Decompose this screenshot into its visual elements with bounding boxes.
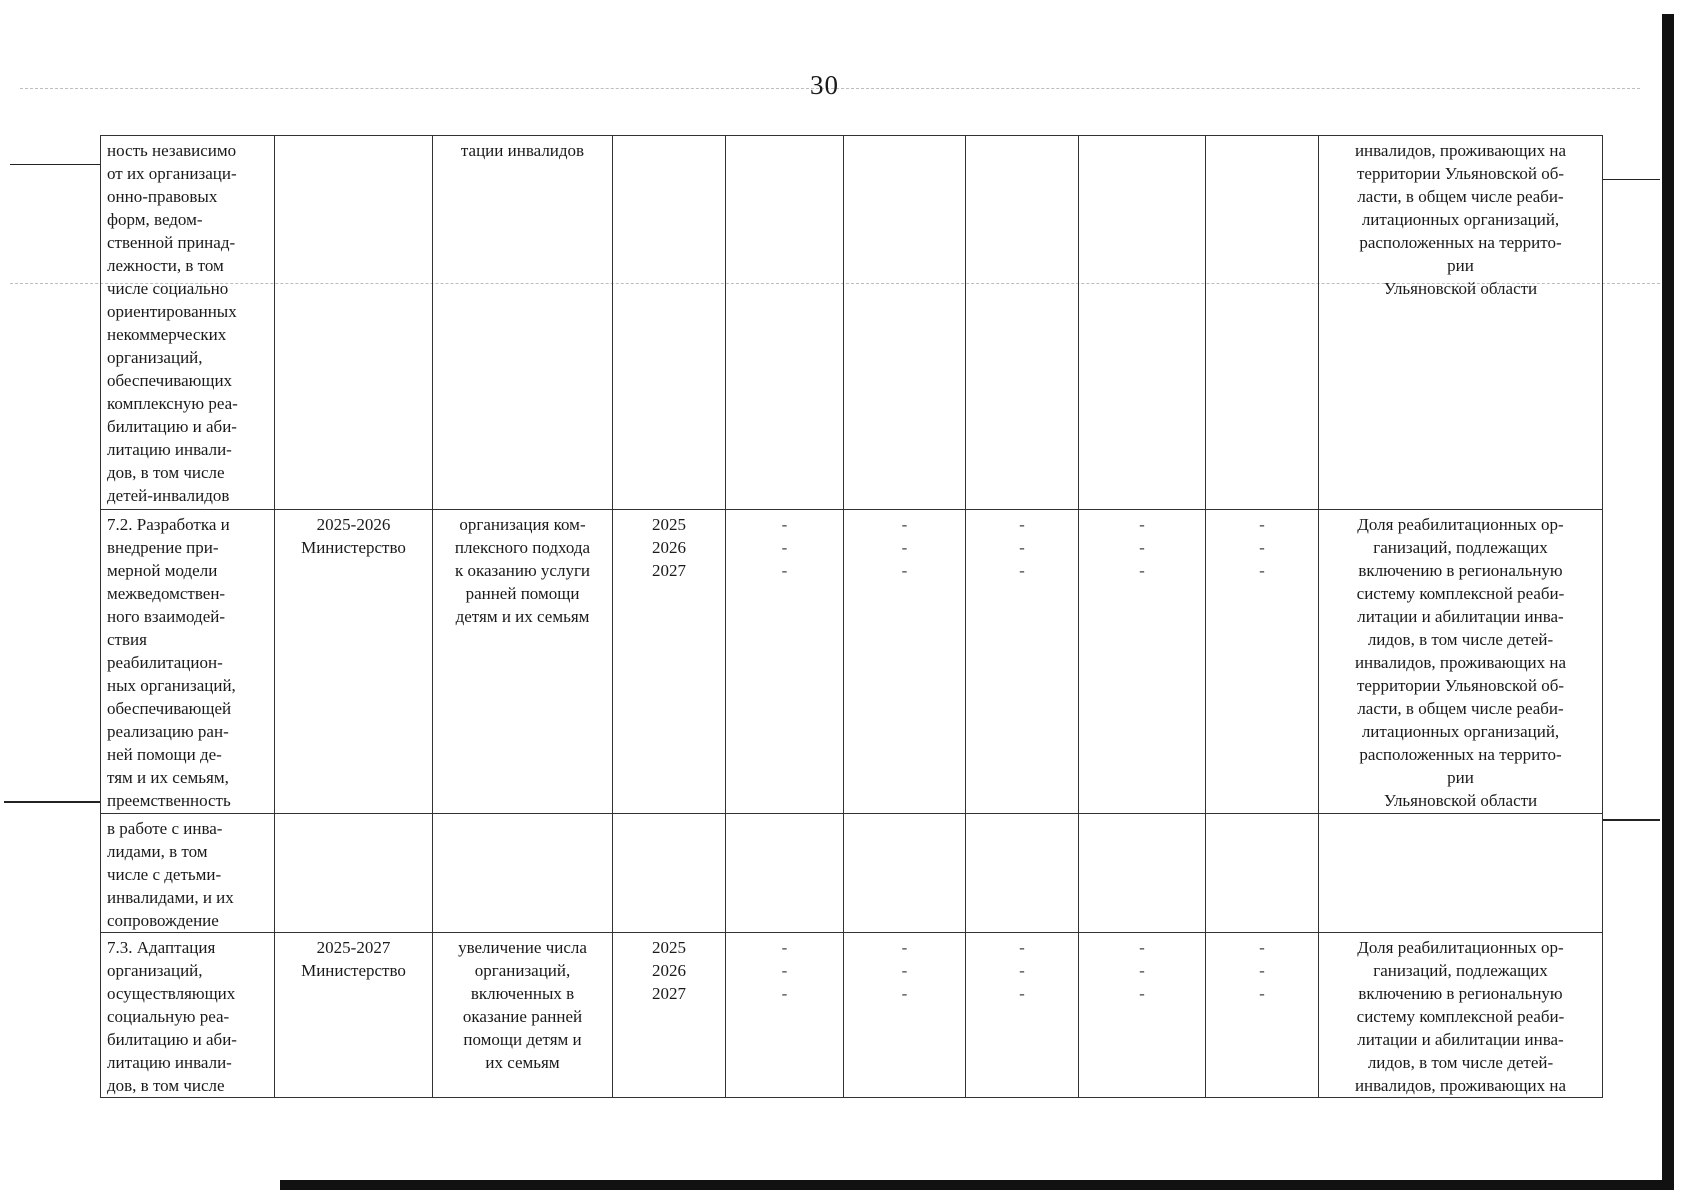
value-cell: - - -	[1079, 510, 1206, 814]
scan-artifact-line	[4, 801, 100, 803]
value-cell: - - -	[726, 510, 844, 814]
measure-cell: 7.3. Адаптация организаций, осуществляющих социальную реа- билитацию и аби- литацию инвали- дов, в том числе	[101, 933, 275, 1098]
scan-edge-right	[1662, 14, 1674, 1190]
value-cell: - - -	[1206, 933, 1319, 1098]
years-cell	[613, 136, 726, 510]
result-cell: увеличение числа организаций, включенных в оказание ранней помощи детям и их семьям	[433, 933, 613, 1098]
scan-artifact-line	[1602, 819, 1660, 821]
period-cell	[275, 136, 433, 510]
value-cell	[844, 814, 966, 933]
table-row	[101, 814, 1603, 933]
table-row	[101, 933, 1603, 1098]
years-cell	[613, 814, 726, 933]
value-cell	[1079, 814, 1206, 933]
value-cell	[726, 136, 844, 510]
result-cell: организация ком- плексного подхода к оказанию услуги ранней помощи детям и их семьям	[433, 510, 613, 814]
indicator-cell: инвалидов, проживающих на территории Ульяновской об- ласти, в общем числе реаби- литационных организаций, расположенных на террито- рии Ульяновской области	[1319, 136, 1603, 510]
page-number: 30	[810, 70, 839, 100]
value-cell	[844, 136, 966, 510]
years-cell: 2025 2026 2027	[613, 510, 726, 814]
value-cell	[1079, 136, 1206, 510]
result-cell: тации инвалидов	[433, 136, 613, 510]
value-cell: - - -	[966, 510, 1079, 814]
measure-cell: 7.2. Разработка и внедрение при- мерной модели межведомствен- ного взаимодей- ствия реабилитацион- ных организаций, обеспечивающей реализацию ран- ней помощи де- тям и их семьям, преемственность	[101, 510, 275, 814]
scan-artifact-line	[10, 164, 100, 165]
value-cell: - - -	[844, 933, 966, 1098]
value-cell: - - -	[1079, 933, 1206, 1098]
scan-edge-bottom	[280, 1180, 1674, 1190]
indicator-cell: Доля реабилитационных ор- ганизаций, подлежащих включению в региональную систему комплексной реаби- литации и абилитации инва- лидов, в том числе детей- инвалидов, проживающих на территории Ульяновской об- ласти, в общем числе реаби- литационных организаций, расположенных на террито- рии Ульяновской области	[1319, 510, 1603, 814]
value-cell: - - -	[726, 933, 844, 1098]
table-row	[101, 510, 1603, 814]
value-cell	[1206, 814, 1319, 933]
period-cell: 2025-2026 Министерство	[275, 510, 433, 814]
value-cell: - - -	[844, 510, 966, 814]
table-row	[101, 136, 1603, 510]
indicator-cell	[1319, 814, 1603, 933]
value-cell: - - -	[1206, 510, 1319, 814]
value-cell	[726, 814, 844, 933]
period-cell	[275, 814, 433, 933]
period-cell: 2025-2027 Министерство	[275, 933, 433, 1098]
value-cell: - - -	[966, 933, 1079, 1098]
value-cell	[966, 814, 1079, 933]
measure-cell: ность независимо от их организаци- онно-правовых форм, ведом- ственной принад- лежности, в том числе социально ориентированных некоммерческих организаций, обеспечивающих комплексную реа- билитацию и аби- литацию инвали- дов, в том числе детей-инвалидов	[101, 136, 275, 510]
value-cell	[966, 136, 1079, 510]
measure-cell: в работе с инва- лидами, в том числе с детьми- инвалидами, и их сопровождение	[101, 814, 275, 933]
result-cell	[433, 814, 613, 933]
value-cell	[1206, 136, 1319, 510]
indicator-cell: Доля реабилитационных ор- ганизаций, подлежащих включению в региональную систему комплексной реаби- литации и абилитации инва- лидов, в том числе детей- инвалидов, проживающих на	[1319, 933, 1603, 1098]
measures-table	[100, 135, 1603, 1098]
years-cell: 2025 2026 2027	[613, 933, 726, 1098]
scan-artifact-line	[1602, 179, 1660, 180]
